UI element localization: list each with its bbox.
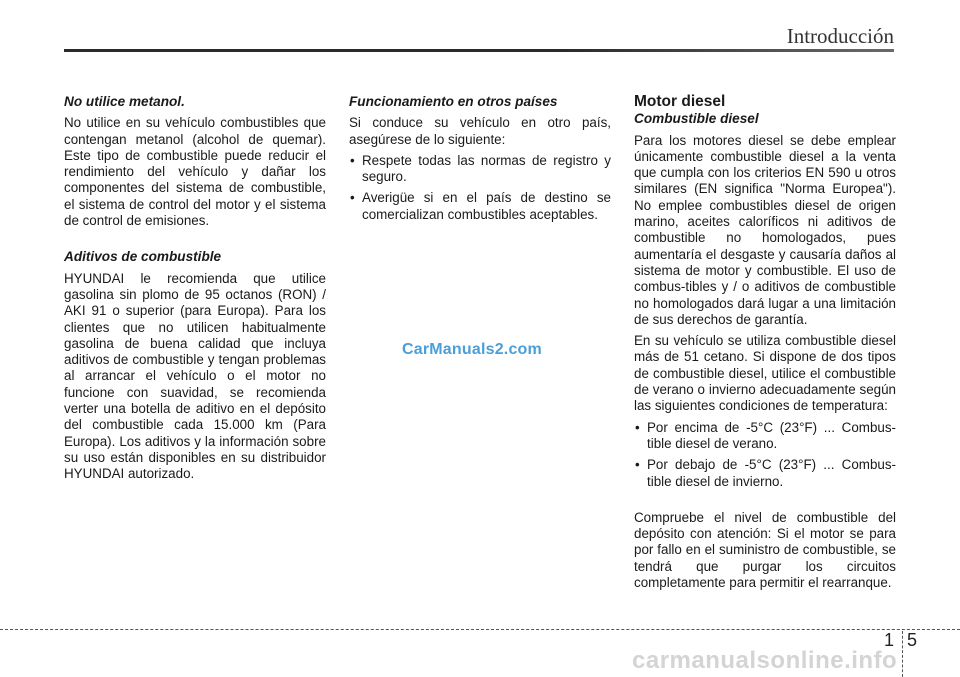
header-rule — [64, 49, 894, 52]
list-item: • Averigüe si en el país de destino se comercializan combustibles aceptables. — [349, 190, 611, 223]
chapter-number: 1 — [884, 630, 895, 650]
list-item: • Por debajo de -5°C (23°F) ... Combus-tible diesel de invierno. — [634, 457, 896, 490]
watermark-carmanuals2: CarManuals2.com — [402, 341, 542, 358]
column-middle — [349, 94, 611, 228]
column-right — [634, 94, 896, 596]
heading-no-metanol: No utilice metanol. — [64, 94, 185, 109]
page-number-divider — [902, 631, 903, 677]
header-title: Introducción — [786, 24, 894, 48]
heading-otros-paises: Funcionamiento en otros países — [349, 94, 558, 109]
paragraph-diesel-3: Compruebe el nivel de combustible del depósito con atención: Si el motor se para por fallo en el suministro de combustible, se tendrá que purgar los circuitos completamente para permitir el rearranque. — [634, 509, 896, 591]
heading-aditivos: Aditivos de combustible — [64, 249, 222, 265]
list-temperaturas — [634, 420, 896, 490]
paragraph-diesel-2: En su vehículo se utiliza combustible diesel más de 51 cetano. Si dispone de dos tipos de combustible diesel, utilice el combustible de verano o invierno adecuadamente según las siguientes condiciones de temperatura: — [634, 333, 896, 414]
paragraph-otros-paises-intro: Si conduce su vehículo en otro país, asegúrese de lo siguiente: — [349, 115, 611, 147]
list-item: • Por encima de -5°C (23°F) ... Combus-tible diesel de verano. — [634, 420, 896, 453]
column-left — [64, 94, 326, 488]
page-number: 5 — [907, 630, 918, 650]
list-otros-paises — [349, 153, 611, 223]
heading-motor-diesel: Motor diesel — [634, 93, 726, 110]
subheading-combustible-diesel: Combustible diesel — [634, 111, 759, 127]
site-watermark: carmanualsonline.info — [632, 647, 898, 674]
paragraph-aditivos: HYUNDAI le recomienda que utilice gasolina sin plomo de 95 octanos (RON) / AKI 91 o superior (para Europa). Para los clientes que no utilicen habitualmente gasolina de buena calidad que incluya aditivos de combustible y tengan problemas al arrancar el vehículo o el motor no funcione con suavidad, se recomienda verter una botella de aditivo en el depósito del combustible cada 15.000 km (Para Europa). Los aditivos y la información sobre su uso están disponibles en su distribuidor HYUNDAI autorizado. — [64, 270, 326, 482]
paragraph-metanol: No utilice en su vehículo combustibles que contengan metanol (alcohol de quemar). Este tipo de combustible puede reducir el rendimiento del vehículo y dañar los componentes del sistema de combustible, el sistema de control del motor y el sistema de control de emisiones. — [64, 115, 326, 229]
list-item: • Respete todas las normas de registro y seguro. — [349, 153, 611, 186]
footer-dashed-rule — [0, 629, 960, 630]
paragraph-diesel-1: Para los motores diesel se debe emplear únicamente combustible diesel a la venta que cumpla con los criterios EN 590 u otros similares (EN significa "Norma Europea"). No emplee combustibles diesel de origen marino, aceites caloríficos ni aditivos de combustible no homologados, pues aumentaría el desgaste y causaría daños al sistema de motor y combustible. El uso de combus-tibles y / o aditivos de combustible no homologados dará lugar a una limitación de sus derechos de garantía. — [634, 132, 896, 327]
